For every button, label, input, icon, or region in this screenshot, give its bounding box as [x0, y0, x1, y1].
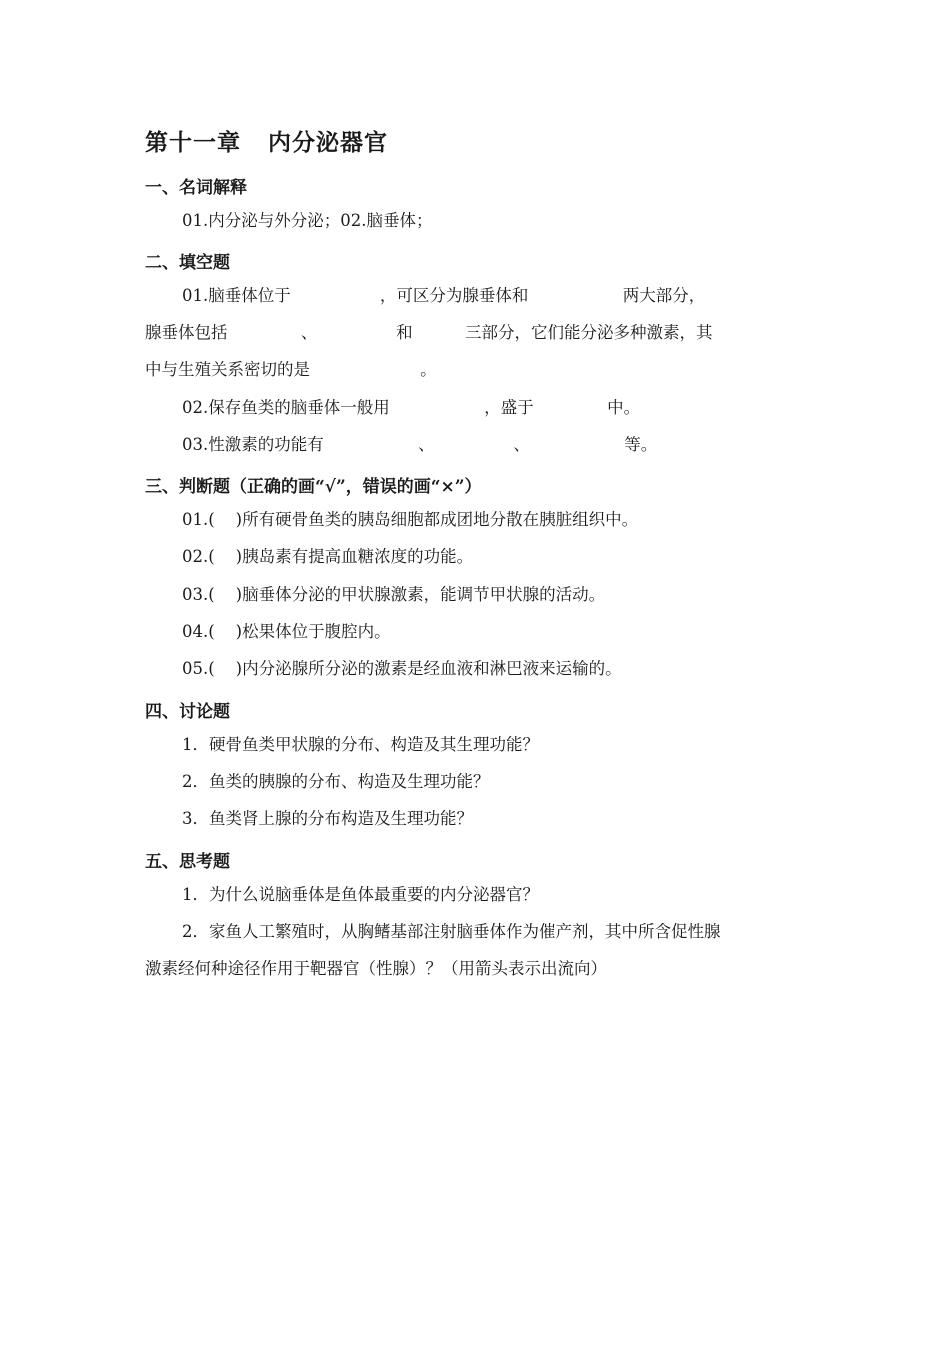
definitions-line: 01.内分泌与外分泌；02.脑垂体； — [182, 211, 433, 230]
discussion-item: 3．鱼类肾上腺的分布构造及生理功能？ — [182, 809, 473, 828]
true-false-item: 04.( )松果体位于腹腔内。 — [182, 622, 391, 641]
true-false-item: 05.( )内分泌腺所分泌的激素是经血液和淋巴液来运输的。 — [182, 659, 622, 678]
chapter-title: 第十一章 内分泌器官 — [145, 129, 389, 156]
thinking-q2-line1: 2．家鱼人工繁殖时，从胸鳍基部注射脑垂体作为催产剂，其中所含促性腺 — [182, 922, 721, 941]
true-false-item: 03.( )脑垂体分泌的甲状腺激素，能调节甲状腺的活动。 — [182, 585, 606, 604]
discussion-item: 1．硬骨鱼类甲状腺的分布、构造及其生理功能？ — [182, 735, 539, 754]
thinking-q2-line2: 激素经何种途径作用于靶器官（性腺）？（用箭头表示出流向） — [145, 959, 607, 978]
section-heading-fill-blank: 二、填空题 — [145, 253, 230, 273]
section-heading-definitions: 一、名词解释 — [145, 178, 247, 198]
fill-blank-q1-line1: 01.脑垂体位于 ，可区分为腺垂体和 两大部分， — [182, 286, 706, 305]
thinking-q1: 1．为什么说脑垂体是鱼体最重要的内分泌器官？ — [182, 885, 539, 904]
true-false-item: 02.( )胰岛素有提高血糖浓度的功能。 — [182, 547, 474, 566]
fill-blank-q1-line2: 腺垂体包括 、 和 三部分，它们能分泌多种激素，其 — [145, 323, 713, 342]
fill-blank-q2: 02.保存鱼类的脑垂体一般用 ，盛于 中。 — [182, 398, 641, 417]
section-heading-true-false: 三、判断题（正确的画“√”，错误的画“×”） — [145, 477, 482, 497]
section-heading-discussion: 四、讨论题 — [145, 702, 230, 722]
fill-blank-q3: 03.性激素的功能有 、 、 等。 — [182, 435, 658, 454]
section-heading-thinking: 五、思考题 — [145, 852, 230, 872]
true-false-item: 01.( )所有硬骨鱼类的胰岛细胞都成团地分散在胰脏组织中。 — [182, 510, 639, 529]
fill-blank-q1-line3: 中与生殖关系密切的是 。 — [145, 360, 437, 379]
discussion-item: 2．鱼类的胰腺的分布、构造及生理功能？ — [182, 772, 490, 791]
